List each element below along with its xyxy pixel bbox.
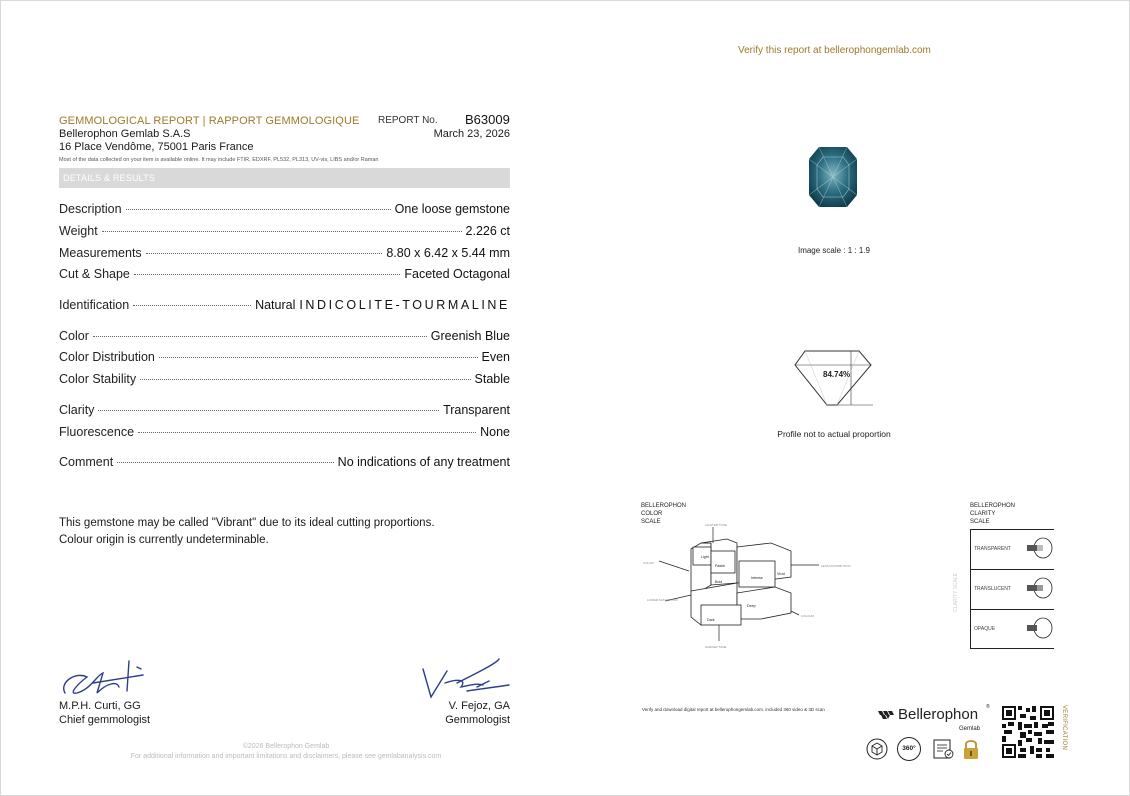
- lock-icon: [961, 737, 981, 761]
- origin-note: Colour origin is currently undeterminable.: [59, 534, 269, 546]
- report-date: March 23, 2026: [433, 128, 510, 140]
- report-number: B63009: [465, 112, 510, 127]
- footer-info: For additional information and important limitations and disclaimers, please see gemlabanalysis.com: [130, 753, 442, 760]
- detail-label: Weight: [59, 224, 98, 238]
- clarity-level-opaque: OPAQUE: [974, 626, 996, 632]
- label-lower-saturation: LOWER SATURATION: [647, 598, 678, 602]
- detail-row-measurements: [59, 246, 510, 260]
- detail-label: Measurements: [59, 246, 142, 260]
- bellerophon-logo-icon: [876, 709, 896, 721]
- detail-row-color-distribution: [59, 350, 510, 364]
- dot-leader: [159, 357, 478, 358]
- profile-percent: 84.74%: [823, 370, 851, 379]
- label-pastel: Pastel: [715, 564, 725, 568]
- detail-row-clarity: [59, 403, 510, 417]
- profile-note: Profile not to actual proportion: [777, 429, 891, 439]
- clarity-scale-title: BELLEROPHON CLARITY SCALE: [970, 503, 1016, 525]
- detail-value: INDICOLITE-TOURMALINE: [299, 298, 510, 312]
- detail-row-description: [59, 202, 510, 216]
- dot-leader: [140, 379, 470, 380]
- clarity-level-translucent: TRANSLUCENT: [974, 586, 1011, 592]
- detail-label: Identification: [59, 298, 130, 312]
- label-dark: Dark: [707, 618, 715, 622]
- verify-link-top[interactable]: Verify this report at bellerophongemlab.com: [738, 45, 931, 56]
- label-deep: Deep: [747, 604, 756, 608]
- detail-value: 2.226 ct: [465, 224, 510, 238]
- detail-row-color-stability: [59, 372, 510, 386]
- color-scale-title: BELLEROPHON COLOR SCALE: [641, 503, 687, 525]
- qr-code[interactable]: [1002, 706, 1054, 758]
- detail-value: Even: [481, 350, 510, 364]
- detail-label: Clarity: [59, 403, 95, 417]
- signature-curti: [57, 653, 157, 701]
- detail-row-cut-shape: [59, 267, 510, 281]
- detail-row-identification: [59, 298, 510, 312]
- label-vivid: Vivid: [777, 572, 785, 576]
- detail-value: None: [480, 425, 510, 439]
- detail-label: Comment: [59, 455, 114, 469]
- gemstone-image: [807, 145, 859, 209]
- detail-label: Color Stability: [59, 372, 137, 386]
- dot-leader: [117, 462, 333, 463]
- report-title: GEMMOLOGICAL REPORT | RAPPORT GEMMOLOGIQUE: [59, 115, 360, 127]
- dot-leader: [102, 231, 462, 232]
- label-bold: Bold: [715, 580, 723, 584]
- 360-video-icon: 360°: [897, 737, 921, 761]
- detail-value: Greenish Blue: [430, 329, 510, 343]
- clarity-level-transparent: TRANSPARENT: [974, 546, 1011, 552]
- 3d-scan-icon: [865, 737, 889, 761]
- detail-label: Cut & Shape: [59, 267, 130, 281]
- digital-report-icon: [931, 737, 955, 761]
- registered-mark-icon: ®: [986, 704, 990, 710]
- dot-leader: [146, 253, 383, 254]
- detail-label: Fluorescence: [59, 425, 135, 439]
- label-intense: Intense: [751, 576, 763, 580]
- dot-leader: [134, 274, 400, 275]
- dot-leader: [98, 410, 439, 411]
- image-scale: Image scale : 1 : 1.9: [797, 246, 871, 255]
- label-colour: COLOUR: [801, 614, 814, 618]
- color-scale-diagram: [641, 521, 851, 653]
- cut-note: This gemstone may be called "Vibrant" due to its ideal cutting proportions.: [59, 517, 435, 529]
- data-disclaimer: Most of the data collected on your item is available online. It may include FTIR, EDXRF, PL532, PL313, UV-vis, LIBS and/or Raman: [59, 157, 379, 163]
- dot-leader: [138, 432, 476, 433]
- signer-role-right: Gemmologist: [445, 714, 510, 726]
- verification-note: Verify and download digital report at bellerophongemlab.com. included 360 video & 3D scan: [642, 707, 825, 712]
- brand-subtitle: Gemlab: [959, 726, 981, 732]
- signature-fejoz: [417, 653, 513, 701]
- detail-row-weight: [59, 224, 510, 238]
- company-address: 16 Place Vendôme, 75001 Paris France: [59, 141, 254, 153]
- detail-value: Stable: [474, 372, 510, 386]
- brand-name: Bellerophon: [898, 706, 979, 723]
- clarity-scale-vertical-label: CLARITY SCALE: [953, 573, 959, 612]
- detail-value: 8.80 x 6.42 x 5.44 mm: [386, 246, 510, 260]
- detail-value-prefix: Natural: [255, 298, 296, 312]
- section-header: DETAILS & RESULTS: [59, 168, 510, 188]
- detail-row-fluorescence: [59, 425, 510, 439]
- detail-value: No indications of any treatment: [337, 455, 510, 469]
- detail-row-color: [59, 329, 510, 343]
- company-name: Bellerophon Gemlab S.A.S: [59, 128, 191, 140]
- label-lighter-tone: LIGHTER TONE: [705, 523, 728, 527]
- dot-leader: [93, 336, 427, 337]
- signer-name-right: V. Fejoz, GA: [448, 700, 510, 712]
- verification-vertical-label: VERIFICATION: [1061, 705, 1067, 751]
- detail-label: Color Distribution: [59, 350, 155, 364]
- signer-name-left: M.P.H. Curti, GG: [59, 700, 141, 712]
- clarity-icons: [1025, 535, 1057, 643]
- footer-copyright: ©2026 Bellerophon Gemlab: [242, 743, 330, 750]
- report-number-label: REPORT No.: [378, 115, 438, 126]
- label-color: COLOR: [643, 561, 654, 565]
- detail-value: One loose gemstone: [394, 202, 510, 216]
- dot-leader: [126, 209, 391, 210]
- label-light: Light: [701, 555, 709, 559]
- label-less-distribution: LESS DISTRIBUTION: [821, 564, 851, 568]
- detail-label: Description: [59, 202, 122, 216]
- signer-role-left: Chief gemmologist: [59, 714, 151, 726]
- detail-label: Color: [59, 329, 89, 343]
- detail-value: Transparent: [443, 403, 510, 417]
- detail-value: Faceted Octagonal: [404, 267, 510, 281]
- detail-row-comment: [59, 455, 510, 469]
- label-darker-tone: DARKER TONE: [705, 645, 727, 649]
- dot-leader: [133, 305, 251, 306]
